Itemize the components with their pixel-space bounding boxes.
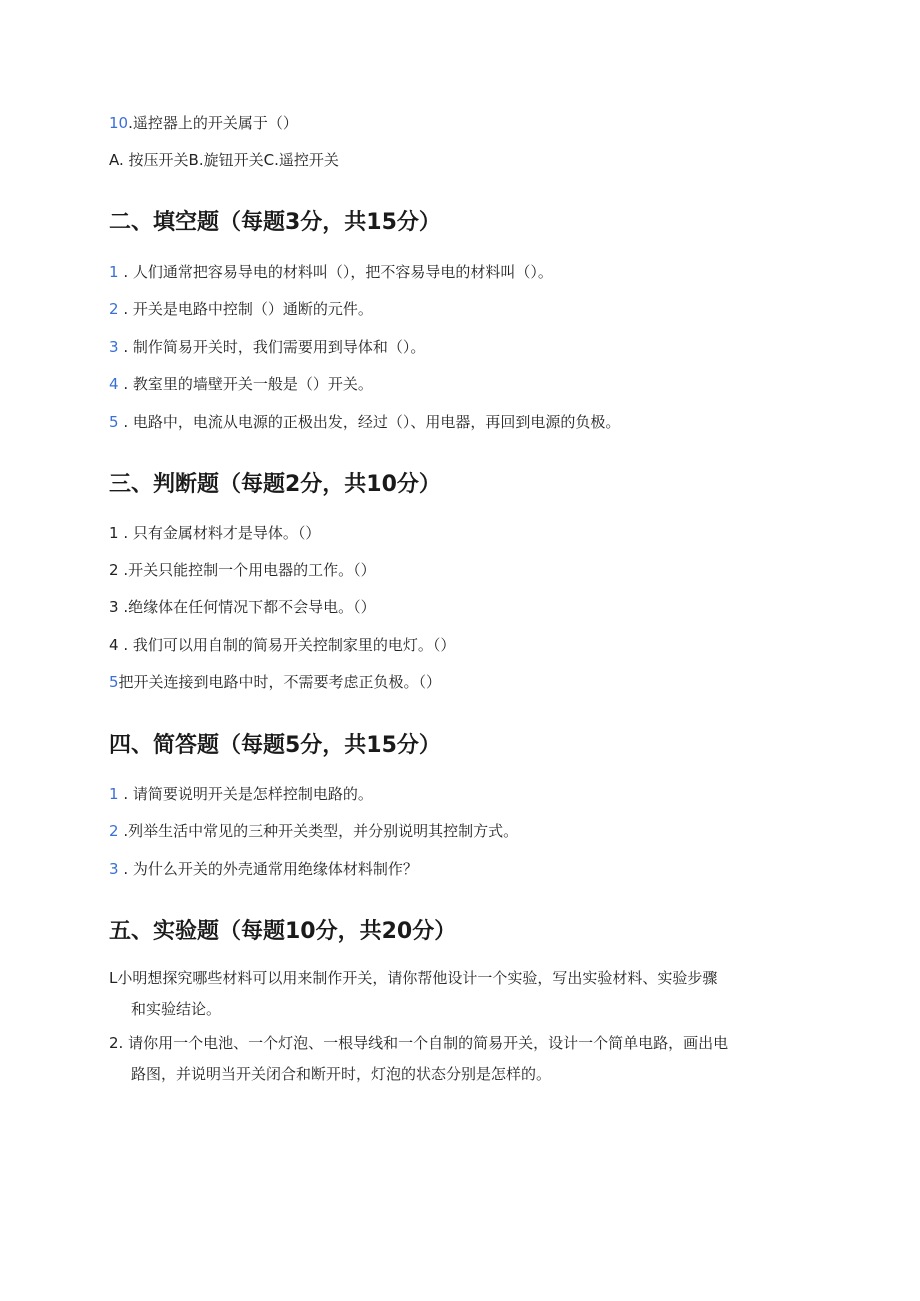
list-item (109, 412, 620, 432)
item-text: . 人们通常把容易导电的材料叫（），把不容易导电的材料叫（）。 (118, 263, 553, 281)
experiment-question-2 (109, 1028, 809, 1090)
item-number: 1 (109, 263, 119, 281)
list-item (109, 299, 373, 319)
list-item (109, 597, 376, 617)
item-text: . 开关是电路中控制（）通断的元件。 (118, 300, 373, 318)
item-text: . 我们可以用自制的简易开关控制家里的电灯。（） (118, 636, 456, 654)
list-item (109, 672, 441, 692)
list-item (109, 374, 373, 394)
section-title-experiment: 五、实验题（每题10分，共20分） (109, 919, 457, 944)
item-number: 2 (109, 822, 119, 840)
list-item (109, 262, 553, 282)
item-number: 5 (109, 413, 119, 431)
section-title-true-false: 三、判断题（每题2分，共10分） (109, 472, 441, 497)
item-text: . 为什么开关的外壳通常用绝缘体材料制作？ (118, 860, 418, 878)
question-line-continued: 和实验结论。 (131, 1000, 222, 1018)
item-number: 2 (109, 561, 119, 579)
section-title-short-answer: 四、简答题（每题5分，共15分） (109, 733, 441, 758)
item-number: 3 (109, 860, 119, 878)
list-item (109, 560, 376, 580)
question-number: 10 (109, 114, 129, 132)
item-number: 5 (109, 673, 119, 691)
item-number: 2 (109, 300, 119, 318)
item-number: 4 (109, 375, 119, 393)
item-text: 把开关连接到电路中时，不需要考虑正负极。（） (118, 673, 442, 691)
list-item (109, 784, 373, 804)
list-item (109, 337, 425, 357)
list-item (109, 821, 518, 841)
question-text: .遥控器上的开关属于（） (128, 114, 298, 132)
item-text: . 请简要说明开关是怎样控制电路的。 (118, 785, 373, 803)
question-10-options: A. 按压开关B.旋钮开关C.遥控开关 (109, 151, 339, 169)
item-text: .列举生活中常见的三种开关类型，并分别说明其控制方式。 (118, 822, 519, 840)
item-text: . 电路中，电流从电源的正极出发，经过（）、用电器，再回到电源的负极。 (118, 413, 621, 431)
question-line: L小明想探究哪些材料可以用来制作开关，请你帮他设计一个实验，写出实验材料、实验步骤 (109, 969, 718, 987)
question-10 (109, 113, 298, 133)
item-text: .绝缘体在任何情况下都不会导电。（） (118, 598, 376, 616)
item-number: 1 (109, 524, 119, 542)
item-number: 3 (109, 338, 119, 356)
item-text: .开关只能控制一个用电器的工作。（） (118, 561, 376, 579)
question-line-continued: 路图，并说明当开关闭合和断开时，灯泡的状态分别是怎样的。 (131, 1065, 552, 1083)
item-text: . 教室里的墙壁开关一般是（）开关。 (118, 375, 373, 393)
experiment-question-1 (109, 963, 809, 1025)
item-text: . 只有金属材料才是导体。（） (118, 524, 321, 542)
item-number: 1 (109, 785, 119, 803)
list-item (109, 859, 418, 879)
list-item (109, 635, 455, 655)
section-title-fill-blank: 二、填空题（每题3分，共15分） (109, 210, 441, 235)
list-item (109, 523, 320, 543)
item-text: . 制作简易开关时，我们需要用到导体和（）。 (118, 338, 426, 356)
question-line: 2. 请你用一个电池、一个灯泡、一根导线和一个自制的简易开关，设计一个简单电路，画出电 (109, 1034, 729, 1052)
item-number: 4 (109, 636, 119, 654)
item-number: 3 (109, 598, 119, 616)
